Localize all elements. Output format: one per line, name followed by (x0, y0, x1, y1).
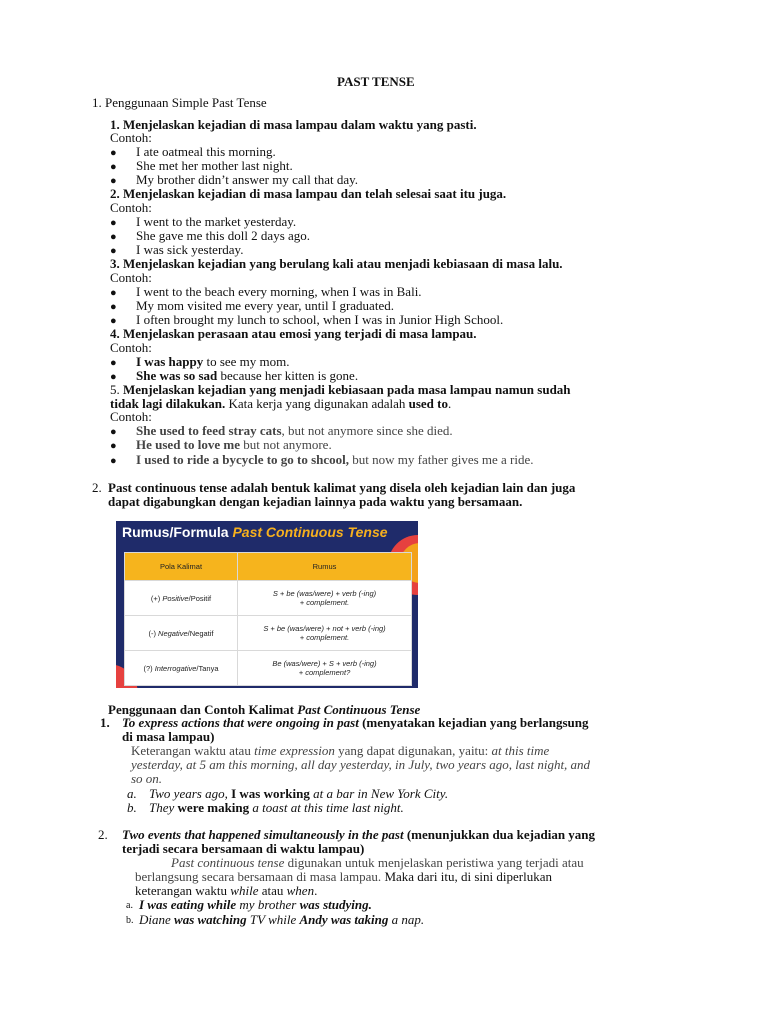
table-row (125, 616, 412, 651)
formula-line: + complement. (299, 633, 350, 642)
formula-title-accent: Past Continuous Tense (232, 524, 388, 540)
example-bold: I was happy (136, 354, 204, 369)
bullet-icon: ● (110, 455, 117, 467)
point1-desc-line3: so on. (131, 771, 163, 786)
formula-line: Be (was/were) + S + verb (-ing) (272, 659, 377, 668)
desc-plain: . (314, 883, 318, 898)
point1-ex-a-label: a. (127, 786, 137, 801)
use5-example (136, 453, 534, 467)
point1-ex-b-label: b. (127, 800, 137, 815)
use4-example (136, 355, 290, 369)
formula-line: + complement. (299, 598, 350, 607)
formula-table (124, 552, 412, 686)
desc-italic: time expression (254, 743, 335, 758)
pattern-en: Interrogative (154, 663, 197, 673)
point1-ex-b (149, 801, 404, 815)
use2-label: Contoh: (110, 200, 152, 215)
ex-bold: I was working (231, 786, 310, 801)
ex-bold: I was eating while (139, 897, 237, 912)
point2-desc-line1 (171, 856, 584, 870)
use5-title-rest: Kata kerja yang digunakan adalah (225, 396, 409, 411)
ex-plain: while (268, 912, 300, 927)
use2-example: I was sick yesterday. (136, 242, 244, 257)
desc-dark: Maka dari itu, di sini diperlukan (384, 869, 552, 884)
point1-desc-line1 (131, 744, 549, 758)
desc-plain: atau (258, 883, 287, 898)
use3-label: Contoh: (110, 270, 152, 285)
section2-line1: Past continuous tense adalah bentuk kalimat yang disela oleh kejadian lain dan juga (108, 480, 576, 495)
ex-plain: Two years ago, (149, 786, 232, 801)
use2-example: She gave me this doll 2 days ago. (136, 228, 311, 243)
table-cell (238, 651, 412, 686)
example-bold: I used to ride a bycycle to go to shcool, (136, 452, 350, 467)
use1-example: I ate oatmeal this morning. (136, 144, 276, 159)
use2-title: 2. Menjelaskan kejadian di masa lampau dan telah selesai saat itu juga. (110, 186, 507, 201)
formula-line: + complement? (298, 668, 351, 677)
ex-bold: was studying. (299, 897, 372, 912)
desc-plain: keterangan waktu (135, 883, 231, 898)
example-rest: but not anymore. (239, 437, 332, 452)
point2-title-line2: terjadi secara bersamaan di waktu lampau) (122, 841, 365, 856)
bullet-icon: ● (110, 175, 117, 187)
formula-line: S + be (was/were) + not + verb (-ing) (263, 624, 386, 633)
example-rest: to see my mom. (203, 354, 290, 369)
example-rest: but now my father gives me a ride. (349, 452, 534, 467)
bullet-icon: ● (110, 301, 117, 313)
point1-title-line2: di masa lampau) (122, 729, 215, 744)
formula-title-plain: Rumus/Formula (122, 524, 233, 540)
bullet-icon: ● (110, 315, 117, 327)
ex-plain: my brother (236, 897, 300, 912)
use1-label: Contoh: (110, 130, 152, 145)
pattern-id: /Negatif (187, 628, 214, 638)
use4-title: 4. Menjelaskan perasaan atau emosi yang terjadi di masa lampau. (110, 326, 477, 341)
point2-ex-b-label: b. (126, 915, 134, 926)
desc-italic: while (230, 883, 259, 898)
desc-plain: berlangsung secara bersamaan di masa lampau. (135, 869, 385, 884)
bullet-icon: ● (110, 231, 117, 243)
desc-italic: at this time (491, 743, 550, 758)
use5-title-line1 (110, 383, 571, 397)
use2-example: I went to the market yesterday. (136, 214, 297, 229)
use5-num: 5. (110, 382, 123, 397)
section2-line2 (108, 495, 522, 509)
use5-period: . (448, 396, 452, 411)
bullet-icon: ● (110, 287, 117, 299)
use1-example: My brother didn’t answer my call that day. (136, 172, 359, 187)
bullet-icon: ● (110, 357, 117, 369)
section2-num: 2. (92, 480, 102, 495)
desc-plain: Keterangan waktu atau (131, 743, 255, 758)
pattern-en: Negative (158, 628, 188, 638)
bullet-icon: ● (110, 217, 117, 229)
use4-example (136, 369, 358, 383)
table-row (125, 581, 412, 616)
point2-desc-line2 (135, 870, 552, 884)
desc-plain: yang dapat digunakan, yaitu: (334, 743, 492, 758)
ex-bold: Andy was taking (299, 912, 389, 927)
formula-infographic (116, 521, 418, 688)
use3-example: I often brought my lunch to school, when I was in Junior High School. (136, 312, 504, 327)
formula-line: S + be (was/were) + verb (-ing) (272, 589, 377, 598)
use5-title-bold2: tidak lagi dilakukan. (110, 396, 226, 411)
ex-plain: a nap. (388, 912, 425, 927)
point2-title-en: Two events that happened simultaneously in the past (122, 827, 404, 842)
formula-title (122, 525, 388, 539)
pattern-en: Positive (162, 593, 189, 603)
ex-plain: Diane (139, 912, 175, 927)
table-cell (125, 581, 238, 616)
use4-label: Contoh: (110, 340, 152, 355)
point1-title-en: To express actions that were ongoing in past (122, 715, 359, 730)
pattern-id: /Positif (188, 593, 212, 603)
table-header-cell: Pola Kalimat (125, 553, 238, 581)
use3-example: I went to the beach every morning, when I was in Bali. (136, 284, 422, 299)
usage-heading-plain: Penggunaan dan Contoh Kalimat (108, 702, 298, 717)
use5-title-bold: Menjelaskan kejadian yang menjadi kebiasaan pada masa lampau namun sudah (123, 382, 571, 397)
point2-num: 2. (98, 827, 108, 842)
use5-title-line2 (110, 397, 451, 411)
desc-italic: Past continuous tense (171, 855, 285, 870)
point2-title-line1 (122, 828, 595, 842)
table-cell (238, 581, 412, 616)
pattern-id: /Tanya (196, 663, 219, 673)
point2-ex-a (139, 898, 372, 912)
sign: (+) (150, 593, 163, 603)
desc-italic: when (286, 883, 315, 898)
use5-label: Contoh: (110, 409, 152, 424)
use5-example (136, 424, 453, 438)
use5-used-to: used to (408, 396, 448, 411)
bullet-icon: ● (110, 147, 117, 159)
use1-title: 1. Menjelaskan kejadian di masa lampau dalam waktu yang pasti. (110, 117, 477, 132)
point1-ex-a (149, 787, 448, 801)
ex-plain: They (149, 800, 178, 815)
point1-title-line1 (122, 716, 589, 730)
example-rest: because her kitten is gone. (217, 368, 359, 383)
example-bold: She was so sad (136, 368, 218, 383)
point1-title-id: (menyatakan kejadian yang berlangsung (358, 715, 589, 730)
bullet-icon: ● (110, 426, 117, 438)
example-rest: , but not anymore since she died. (281, 423, 453, 438)
section1-heading: 1. Penggunaan Simple Past Tense (92, 95, 267, 110)
usage-heading-italic: Past Continuous Tense (297, 702, 421, 717)
ex-bold: were making (177, 800, 250, 815)
example-bold: She used to feed stray cats (136, 423, 282, 438)
use5-example (136, 438, 332, 452)
sign: (-) (148, 628, 159, 638)
bullet-icon: ● (110, 245, 117, 257)
bullet-icon: ● (110, 371, 117, 383)
bullet-icon: ● (110, 440, 117, 452)
table-cell (125, 616, 238, 651)
ex-plain: at a bar in New York City. (309, 786, 449, 801)
point2-ex-a-label: a. (126, 900, 133, 911)
point2-ex-b (139, 913, 424, 927)
point1-num: 1. (100, 715, 110, 730)
use1-example: She met her mother last night. (136, 158, 293, 173)
table-header-row (125, 553, 412, 581)
table-row (125, 651, 412, 686)
table-header-cell: Rumus (238, 553, 412, 581)
page-title: PAST TENSE (337, 74, 415, 89)
table-cell (125, 651, 238, 686)
sign: (?) (143, 663, 155, 673)
point2-desc-line3 (135, 884, 317, 898)
section2-line2-text: dapat digabungkan dengan kejadian lainnya pada waktu yang bersamaan. (108, 494, 523, 509)
use3-example: My mom visited me every year, until I graduated. (136, 298, 394, 313)
bullet-icon: ● (110, 161, 117, 173)
example-bold: He used to love me (136, 437, 240, 452)
point1-desc-line2: yesterday, at 5 am this morning, all day yesterday, in July, two years ago, last night, and (131, 757, 591, 772)
table-cell (238, 616, 412, 651)
ex-plain: TV (246, 912, 269, 927)
use3-title: 3. Menjelaskan kejadian yang berulang kali atau menjadi kebiasaan di masa lalu. (110, 256, 563, 271)
ex-plain: a toast at this time last night. (249, 800, 404, 815)
ex-bold: was watching (174, 912, 247, 927)
point2-title-id: (menunjukkan dua kejadian yang (403, 827, 596, 842)
desc-plain: digunakan untuk menjelaskan peristiwa yang terjadi atau (284, 855, 584, 870)
